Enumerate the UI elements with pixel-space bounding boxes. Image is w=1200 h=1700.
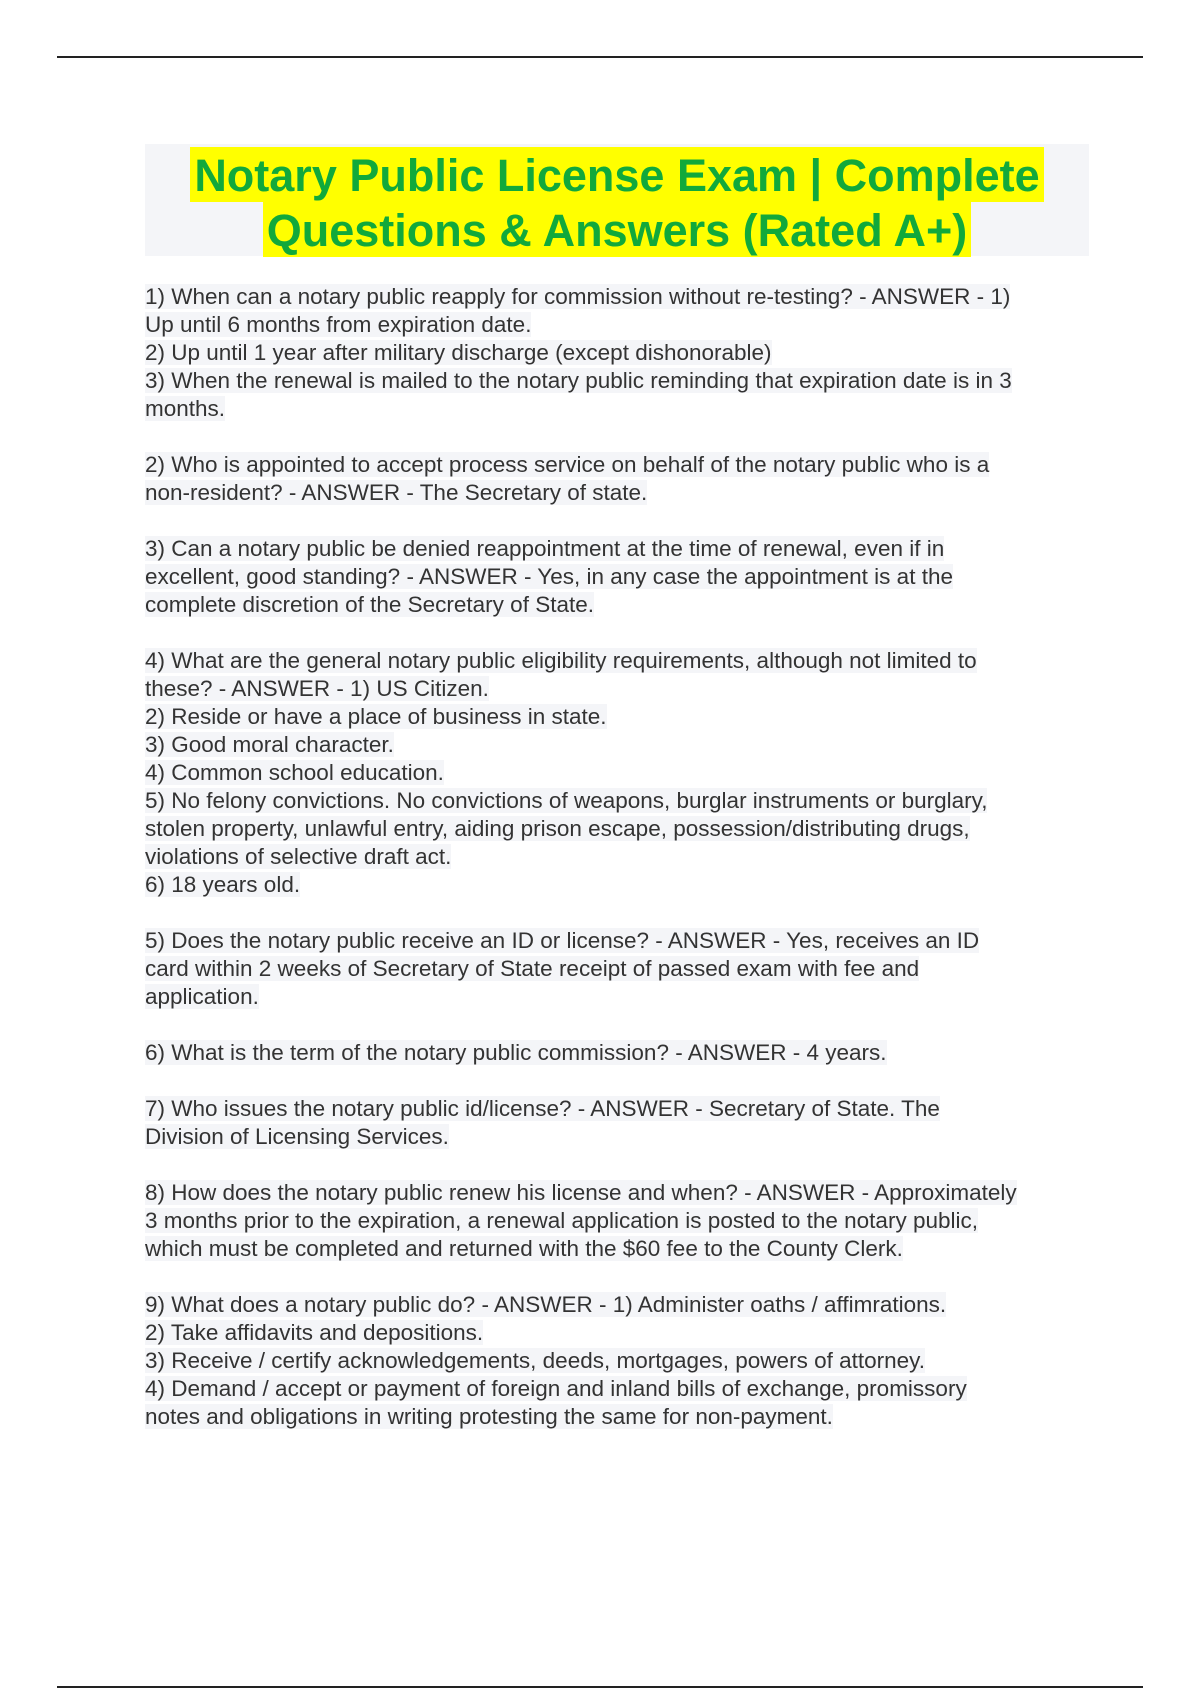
qa-line [145, 871, 1095, 899]
qa-line-text: 6) What is the term of the notary public commission? - ANSWER - 4 years. [145, 1040, 887, 1065]
qa-line [145, 731, 1095, 759]
qa-line [145, 339, 1095, 367]
qa-line [145, 759, 1095, 787]
qa-line [145, 703, 1095, 731]
qa-line-text: 6) 18 years old. [145, 872, 301, 897]
qa-line-text: excellent, good standing? - ANSWER - Yes, in any case the appointment is at the [145, 564, 953, 589]
qa-block [145, 1291, 1095, 1431]
qa-line-text: 2) Who is appointed to accept process service on behalf of the notary public who is a [145, 452, 990, 477]
qa-line [145, 563, 1095, 591]
qa-line [145, 1291, 1095, 1319]
qa-line-text: complete discretion of the Secretary of State. [145, 592, 594, 617]
qa-line [145, 983, 1095, 1011]
qa-line [145, 367, 1095, 395]
qa-line [145, 1095, 1095, 1123]
qa-line [145, 451, 1095, 479]
qa-block [145, 451, 1095, 507]
qa-block [145, 647, 1095, 899]
top-rule [57, 56, 1143, 58]
qa-line-text: stolen property, unlawful entry, aiding prison escape, possession/distributing drugs, [145, 816, 970, 841]
qa-line [145, 1235, 1095, 1263]
qa-block [145, 927, 1095, 1011]
qa-line-text: 4) Demand / accept or payment of foreign and inland bills of exchange, promissory [145, 1376, 967, 1401]
qa-line [145, 927, 1095, 955]
qa-line [145, 1403, 1095, 1431]
qa-line-text: 3 months prior to the expiration, a renewal application is posted to the notary public, [145, 1208, 978, 1233]
qa-line [145, 955, 1095, 983]
qa-line-text: 8) How does the notary public renew his license and when? - ANSWER - Approximately [145, 1180, 1017, 1205]
qa-line [145, 1123, 1095, 1151]
qa-line-text: these? - ANSWER - 1) US Citizen. [145, 676, 489, 701]
qa-line [145, 675, 1095, 703]
qa-line-text: 2) Reside or have a place of business in state. [145, 704, 607, 729]
qa-line [145, 1179, 1095, 1207]
qa-line-text: non-resident? - ANSWER - The Secretary of state. [145, 480, 648, 505]
qa-line-text: 5) Does the notary public receive an ID or license? - ANSWER - Yes, receives an ID [145, 928, 980, 953]
qa-line [145, 647, 1095, 675]
qa-line-text: 1) When can a notary public reapply for commission without re-testing? - ANSWER - 1) [145, 284, 1011, 309]
qa-line-text: 3) Can a notary public be denied reappointment at the time of renewal, even if in [145, 536, 945, 561]
bottom-rule [57, 1686, 1143, 1688]
qa-line [145, 283, 1095, 311]
qa-line [145, 1347, 1095, 1375]
qa-block [145, 283, 1095, 423]
qa-line [145, 815, 1095, 843]
qa-line [145, 1319, 1095, 1347]
qa-line-text: Up until 6 months from expiration date. [145, 312, 532, 337]
document-title-line-1: Notary Public License Exam | Complete [190, 147, 1043, 202]
qa-line-text: which must be completed and returned with the $60 fee to the County Clerk. [145, 1236, 903, 1261]
qa-line-text: 5) No felony convictions. No convictions of weapons, burglar instruments or burglary, [145, 788, 988, 813]
qa-line [145, 1375, 1095, 1403]
qa-block [145, 535, 1095, 619]
qa-line-text: 3) Receive / certify acknowledgements, deeds, mortgages, powers of attorney. [145, 1348, 925, 1373]
title-block [145, 144, 1089, 256]
qa-line [145, 1207, 1095, 1235]
qa-line-text: 3) When the renewal is mailed to the notary public reminding that expiration date is in 3 [145, 368, 1012, 393]
qa-line-text: notes and obligations in writing protesting the same for non-payment. [145, 1404, 833, 1429]
qa-line-text: Division of Licensing Services. [145, 1124, 449, 1149]
qa-line-text: application. [145, 984, 259, 1009]
qa-block [145, 1095, 1095, 1151]
qa-line-text: card within 2 weeks of Secretary of State receipt of passed exam with fee and [145, 956, 920, 981]
qa-content [145, 283, 1095, 1459]
qa-line-text: 3) Good moral character. [145, 732, 394, 757]
qa-line [145, 535, 1095, 563]
qa-line [145, 843, 1095, 871]
qa-block [145, 1039, 1095, 1067]
qa-line-text: 4) What are the general notary public eligibility requirements, although not limited to [145, 648, 977, 673]
qa-line-text: 9) What does a notary public do? - ANSWER - 1) Administer oaths / affimrations. [145, 1292, 947, 1317]
qa-line-text: 2) Up until 1 year after military discharge (except dishonorable) [145, 340, 772, 365]
qa-line-text: 2) Take affidavits and depositions. [145, 1320, 484, 1345]
qa-line [145, 395, 1095, 423]
qa-block [145, 1179, 1095, 1263]
qa-line-text: months. [145, 396, 226, 421]
qa-line [145, 311, 1095, 339]
document-title-line-2: Questions & Answers (Rated A+) [263, 202, 972, 257]
qa-line-text: violations of selective draft act. [145, 844, 452, 869]
qa-line-text: 7) Who issues the notary public id/license? - ANSWER - Secretary of State. The [145, 1096, 940, 1121]
qa-line [145, 591, 1095, 619]
qa-line-text: 4) Common school education. [145, 760, 444, 785]
qa-line [145, 1039, 1095, 1067]
qa-line [145, 479, 1095, 507]
qa-line [145, 787, 1095, 815]
